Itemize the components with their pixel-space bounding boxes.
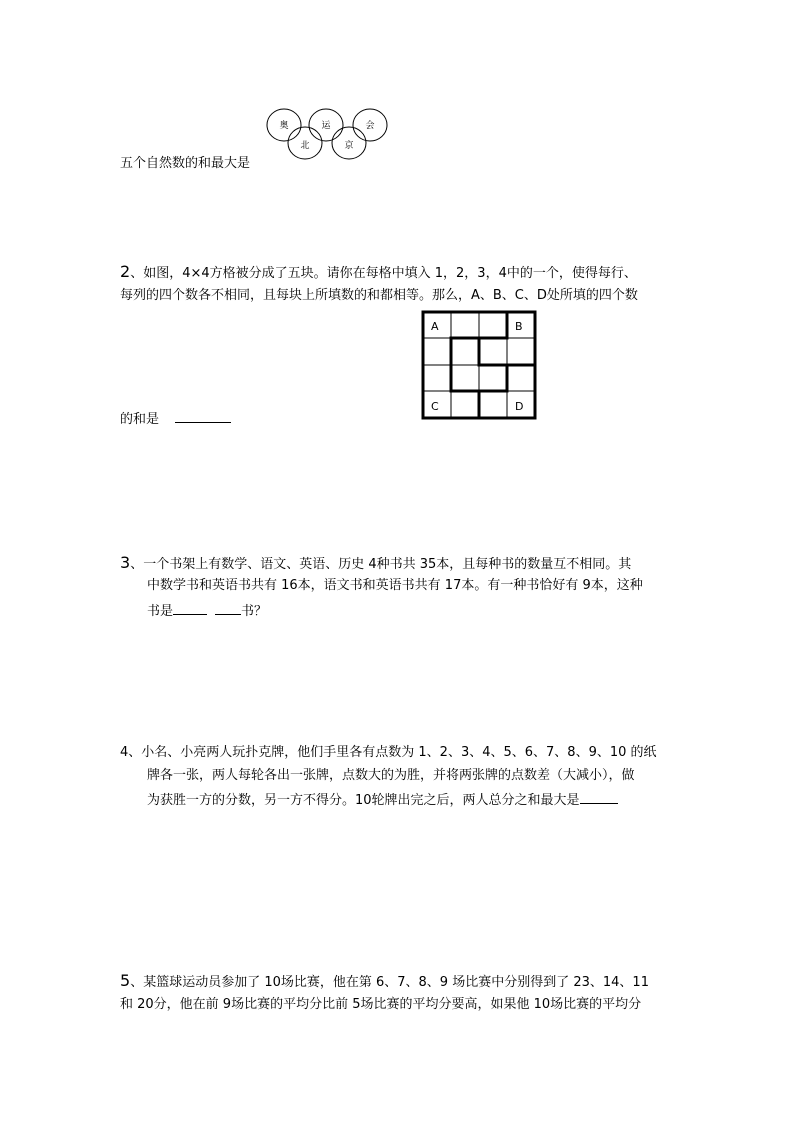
q4-line1: 4、小名、小亮两人玩扑克牌，他们手里各有点数为 1、2、3、4、5、6、7、8、9、10 的纸 (120, 745, 657, 760)
ring-label-bei: 北 (300, 141, 310, 151)
q3-line3-text-b: 书？ (241, 604, 268, 619)
q3-line3-text-a: 书是 (147, 604, 174, 619)
q2-line1-text: 、如图，4×4方格被分成了五块。请你在每格中填入 1，2，3，4中的一个，使得每行、 (130, 266, 637, 281)
q2-line3 (120, 410, 231, 428)
q5-line1-text: 、某篮球运动员参加了 10场比赛，他在第 6、7、8、9 场比赛中分别得到了 23、14、11 (130, 975, 649, 990)
cell-d-label: D (515, 400, 524, 413)
cell-a-label: A (431, 320, 439, 333)
q1-text: 五个自然数的和最大是 (120, 156, 251, 171)
cell-c-label: C (431, 400, 439, 413)
q3-line3 (147, 602, 267, 620)
q3-line2: 中数学书和英语书共有 16本，语文书和英语书共有 17本。有一种书恰好有 9本，这种 (147, 578, 643, 593)
olympic-rings-figure (264, 106, 394, 162)
cell-b-label: B (515, 320, 523, 333)
q3-line1-text: 、一个书架上有数学、语文、英语、历史 4种书共 35本，且每种书的数量互不相同。其 (130, 557, 632, 572)
ring-label-jing: 京 (344, 141, 354, 151)
q3-number: 3 (120, 553, 131, 572)
q4-line2: 牌各一张，两人每轮各出一张牌，点数大的为胜，并将两张牌的点数差（大减小），做 (147, 768, 635, 783)
q3-line1 (120, 555, 631, 573)
q3-answer-blank-2[interactable] (215, 602, 241, 615)
q2-number: 2 (120, 262, 131, 281)
ring-label-hui: 会 (365, 121, 375, 131)
q2-answer-blank[interactable] (175, 410, 231, 423)
q2-line1 (120, 264, 637, 282)
q2-line3-text: 的和是 (120, 412, 160, 427)
q5-number: 5 (120, 971, 131, 990)
ring-label-yun: 运 (321, 121, 331, 131)
q5-line2: 和 20分，他在前 9场比赛的平均分比前 5场比赛的平均分要高，如果他 10场比赛的平均分 (120, 997, 642, 1012)
q4-line3 (147, 791, 618, 809)
q4-answer-blank[interactable] (580, 791, 618, 804)
q2-line2: 每列的四个数各不相同，且每块上所填数的和都相等。那么，A、B、C、D处所填的四个数 (120, 288, 638, 303)
four-by-four-grid (421, 310, 537, 420)
q3-answer-blank-1[interactable] (173, 602, 207, 615)
ring-label-ao: 奥 (279, 121, 289, 131)
q4-line3-text: 为获胜一方的分数，另一方不得分。10轮牌出完之后，两人总分之和最大是 (147, 793, 580, 808)
q5-line1 (120, 973, 649, 991)
